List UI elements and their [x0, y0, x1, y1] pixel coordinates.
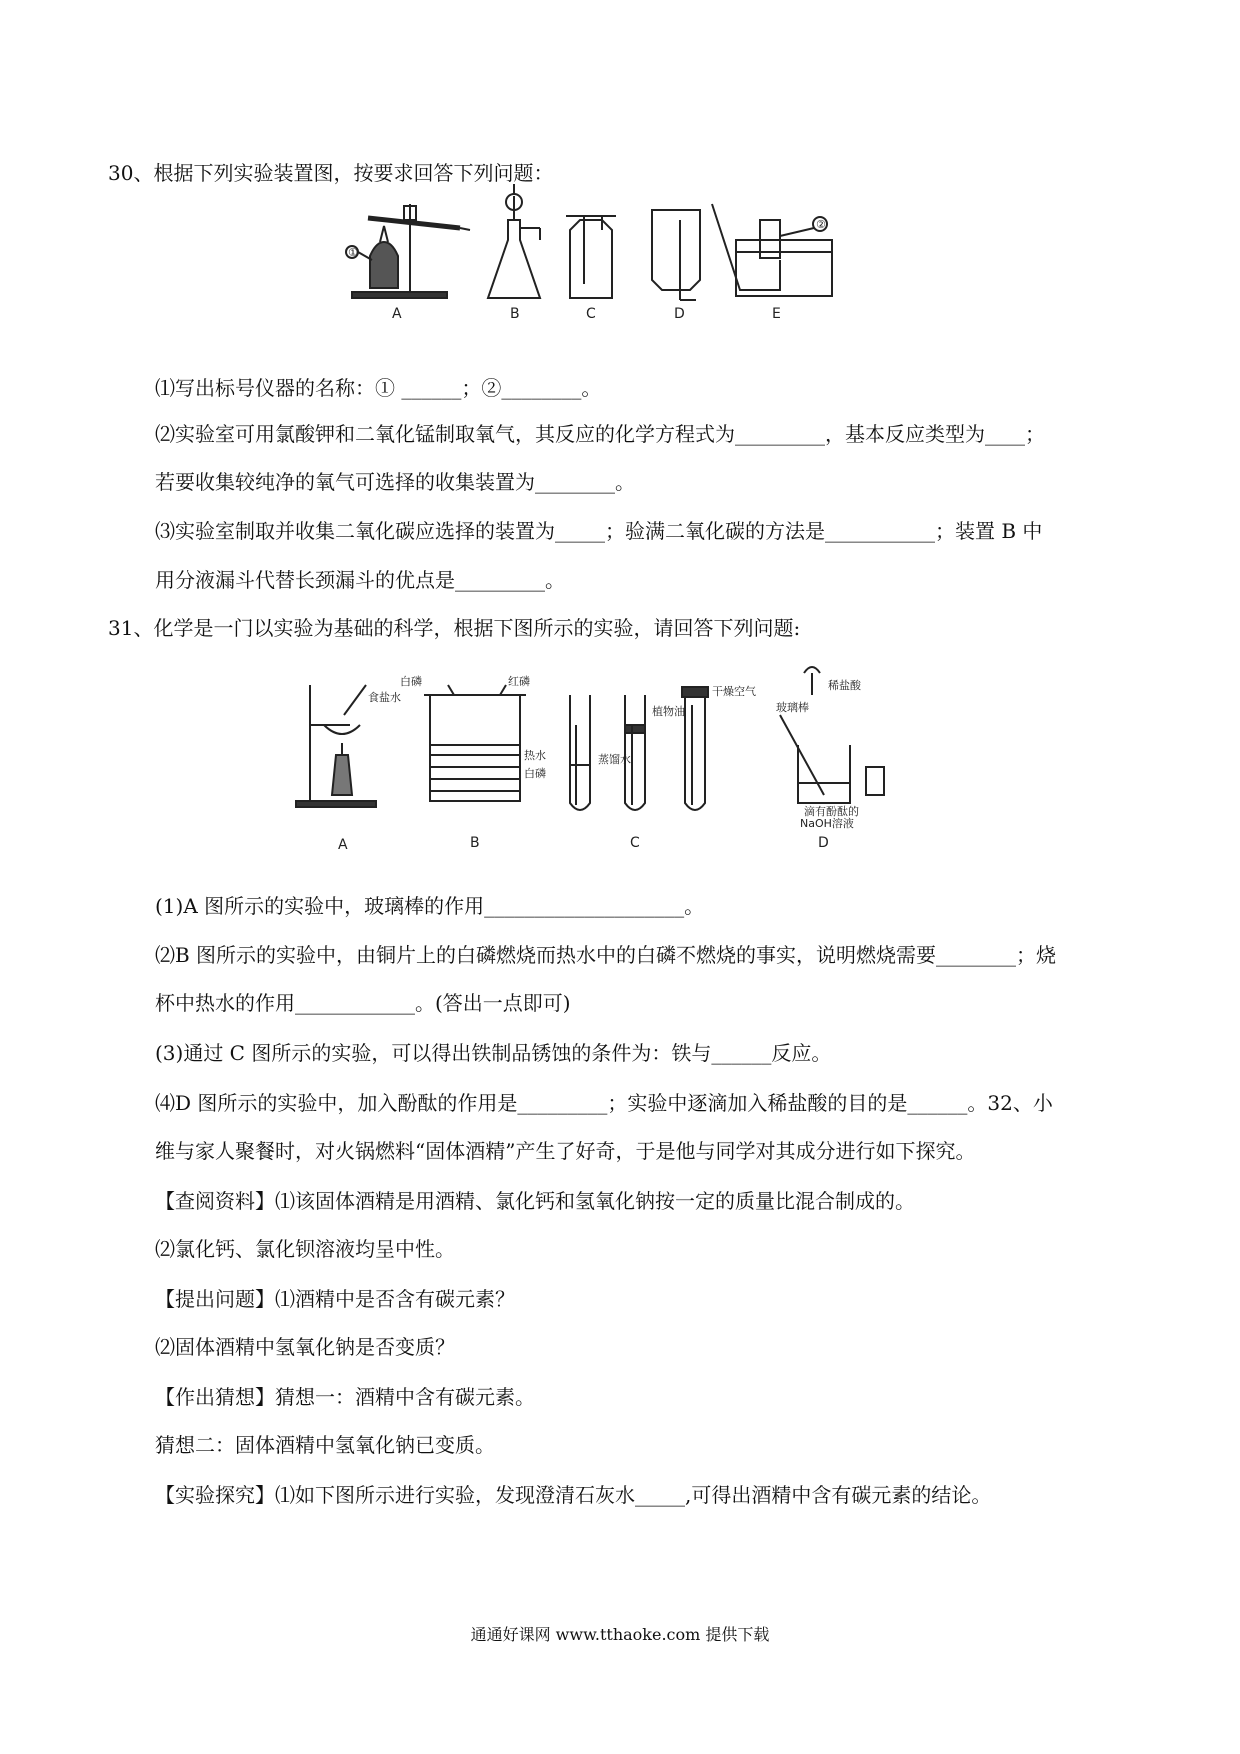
label-a: A — [392, 306, 402, 320]
q32-ask2: ⑵固体酒精中氢氧化钠是否变质？ — [155, 1335, 455, 1359]
q31-figure — [280, 655, 970, 855]
apparatus-e — [712, 204, 832, 296]
q31-p1: (1)A 图所示的实验中，玻璃棒的作用____________________。 — [155, 894, 705, 918]
b-white-phos: 白磷 — [400, 675, 422, 688]
apparatus-c — [566, 216, 616, 298]
d-glass-rod: 玻璃棒 — [776, 701, 809, 714]
c-dry-air: 干燥空气 — [712, 685, 756, 698]
d-solution-2: NaOH溶液 — [800, 817, 854, 830]
apparatus-d — [652, 210, 700, 300]
label-d: D — [674, 306, 685, 320]
q30-p3a: ⑶实验室制取并收集二氧化碳应选择的装置为_____；验满二氧化碳的方法是___________；装置 B 中 — [155, 519, 1043, 543]
marker-2: ② — [816, 218, 826, 231]
c-plant-oil: 植物油 — [652, 705, 685, 718]
q30-title: 30、根据下列实验装置图，按要求回答下列问题： — [108, 161, 554, 185]
label-e: E — [772, 306, 781, 320]
page-footer: 通通好课网 www.tthaoke.com 提供下载 — [470, 1625, 770, 1644]
d-solution-1: 滴有酚酞的 — [804, 805, 859, 818]
label-b: B — [470, 835, 480, 851]
q32-info1: 【查阅资料】⑴该固体酒精是用酒精、氯化钙和氢氧化钠按一定的质量比混合制成的。 — [155, 1189, 915, 1213]
c-distilled-water: 蒸馏水 — [598, 753, 631, 766]
q31-p3: (3)通过 C 图所示的实验，可以得出铁制品锈蚀的条件为：铁与______反应。 — [155, 1041, 832, 1065]
q31-title: 31、化学是一门以实验为基础的科学，根据下图所示的实验，请回答下列问题: — [108, 616, 801, 640]
q31-p2b: 杯中热水的作用____________。(答出一点即可) — [155, 991, 571, 1015]
marker-1: ① — [348, 246, 358, 259]
q31-p4a: ⑷D 图所示的实验中，加入酚酞的作用是_________；实验中逐滴加入稀盐酸的目的是______。32、小 — [155, 1091, 1053, 1115]
label-d: D — [818, 835, 829, 851]
q32-ask1: 【提出问题】⑴酒精中是否含有碳元素？ — [155, 1287, 515, 1311]
b-white-phos-2: 白磷 — [524, 767, 546, 780]
q30-p3b: 用分液漏斗代替长颈漏斗的优点是_________。 — [155, 568, 565, 592]
label-c: C — [586, 306, 596, 320]
q31-p4b: 维与家人聚餐时，对火锅燃料“固体酒精”产生了好奇，于是他与同学对其成分进行如下探究。 — [155, 1139, 976, 1163]
q31-p2a: ⑵B 图所示的实验中，由铜片上的白磷燃烧而热水中的白磷不燃烧的事实，说明燃烧需要________；烧 — [155, 943, 1057, 967]
experiment-c — [570, 687, 708, 810]
label-c: C — [630, 835, 640, 851]
q32-exp1: 【实验探究】⑴如下图所示进行实验，发现澄清石灰水_____,可得出酒精中含有碳元素的结论。 — [155, 1483, 992, 1507]
apparatus-a — [346, 204, 470, 298]
apparatus-b — [488, 184, 540, 298]
experiment-a — [296, 685, 376, 807]
label-a: A — [338, 837, 348, 853]
b-hot-water: 热水 — [524, 749, 546, 762]
q30-p2a: ⑵实验室可用氯酸钾和二氧化锰制取氧气，其反应的化学方程式为_________，基本反应类型为____； — [155, 422, 1045, 446]
q32-info2: ⑵氯化钙、氯化钡溶液均呈中性。 — [155, 1237, 455, 1261]
label-b: B — [510, 306, 520, 320]
q32-guess1: 【作出猜想】猜想一：酒精中含有碳元素。 — [155, 1385, 535, 1409]
q30-figure — [340, 180, 840, 320]
b-red-phos: 红磷 — [508, 675, 530, 688]
a-salt-water: 食盐水 — [368, 691, 401, 704]
d-dilute-hcl: 稀盐酸 — [828, 679, 861, 692]
experiment-b — [424, 685, 526, 801]
q30-p2b: 若要收集较纯净的氧气可选择的收集装置为________。 — [155, 470, 635, 494]
q32-guess2: 猜想二：固体酒精中氢氧化钠已变质。 — [155, 1433, 495, 1457]
q30-p1: ⑴写出标号仪器的名称：① ______；②________。 — [155, 376, 602, 400]
